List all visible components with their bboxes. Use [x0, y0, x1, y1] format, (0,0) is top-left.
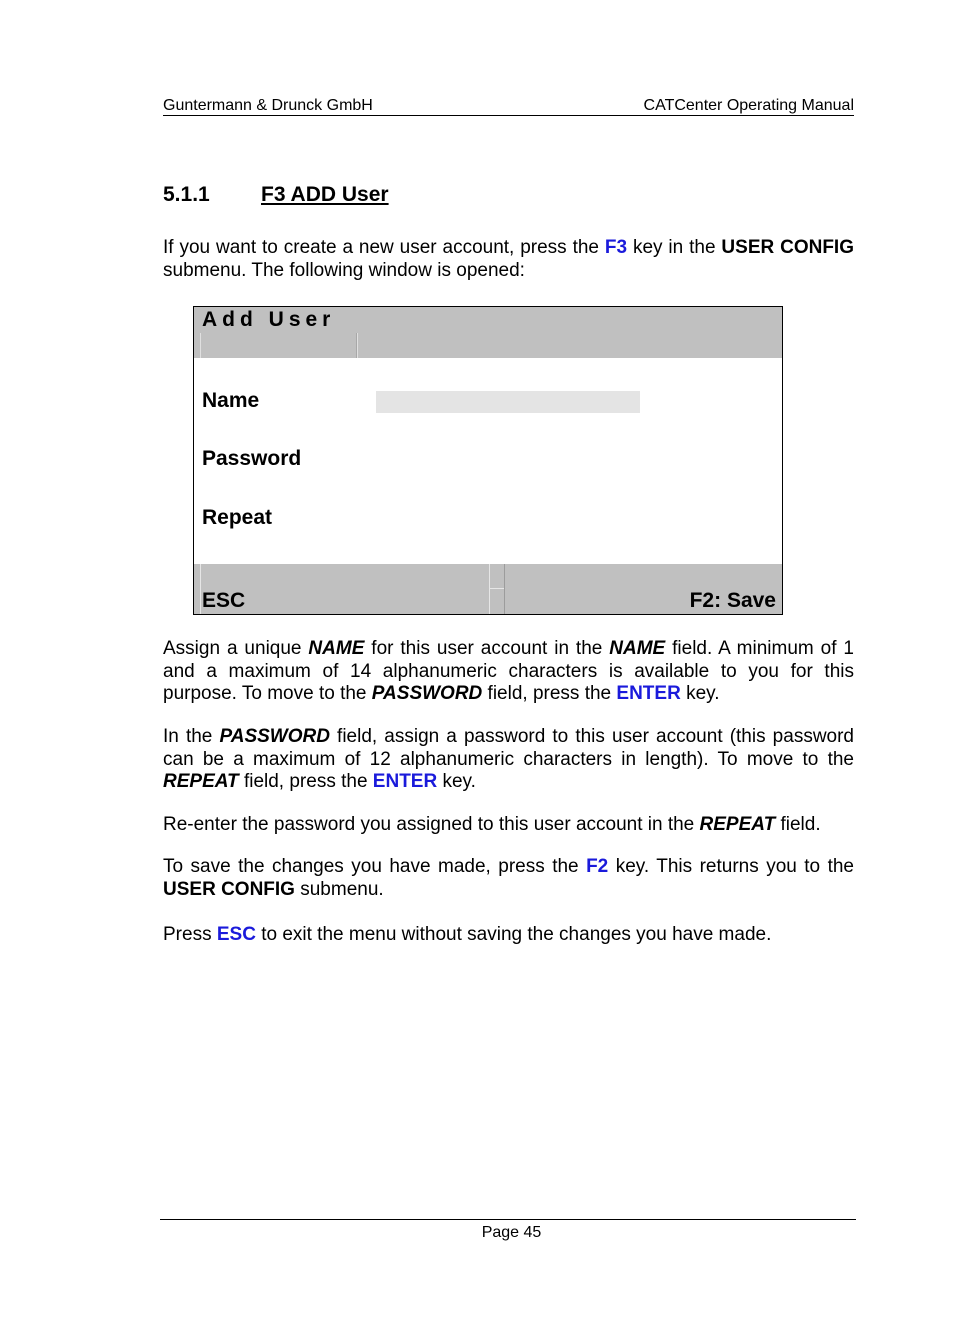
esc-paragraph	[163, 924, 854, 947]
text: field. A minimum of 1 and a maximum of 14 alphanumeric characters is available to you for this purpose. To move to the	[163, 638, 854, 704]
footer-separator	[489, 564, 505, 614]
repeat-paragraph	[163, 814, 854, 837]
menu-user-config: USER CONFIG	[721, 237, 854, 258]
text: field, assign a password to this user account (this password can be a maximum of 12 alphanumeric characters in length). To move to the	[163, 726, 854, 770]
page-footer	[160, 1219, 856, 1241]
add-user-window	[193, 306, 783, 615]
text: submenu.	[294, 878, 384, 900]
save-paragraph	[163, 856, 854, 901]
manual-title: CATCenter Operating Manual	[643, 97, 854, 114]
text: field.	[775, 814, 821, 835]
menu-user-config: USER CONFIG	[163, 878, 295, 900]
text: field, press the	[482, 683, 617, 704]
password-label: Password	[202, 447, 302, 470]
window-title: Add User	[202, 308, 336, 331]
text: If you want to create a new user account, press the	[163, 237, 605, 258]
window-titlebar	[194, 307, 782, 333]
field-name-term: NAME	[609, 638, 666, 659]
text: Re-enter the password you assigned to this user account in the	[163, 814, 700, 835]
text: key in the	[627, 237, 722, 258]
text: for this user account in the	[364, 638, 610, 659]
page-number: Page 45	[481, 1224, 542, 1241]
key-enter: ENTER	[372, 771, 438, 792]
window-subbar	[194, 333, 782, 358]
text: to exit the menu without saving the changes you have made.	[255, 924, 772, 945]
footer-edge	[200, 564, 201, 614]
name-field[interactable]	[376, 391, 640, 413]
text: key. This returns you to the	[608, 856, 854, 877]
page-header	[163, 97, 854, 116]
field-name-term: NAME	[308, 638, 365, 659]
key-enter: ENTER	[616, 683, 681, 704]
text: key.	[680, 683, 720, 704]
window-footer	[194, 564, 782, 614]
repeat-label: Repeat	[202, 506, 273, 529]
company-name: Guntermann & Drunck GmbH	[163, 97, 373, 114]
save-key-hint[interactable]: F2: Save	[689, 589, 776, 612]
name-label: Name	[202, 389, 260, 412]
text: Press	[163, 924, 217, 945]
subbar-cell	[357, 333, 780, 358]
field-password-term: PASSWORD	[219, 726, 330, 747]
section-number: 5.1.1	[163, 183, 210, 206]
key-f2: F2	[586, 856, 609, 877]
text: To save the changes you have made, press the	[163, 856, 587, 877]
text: submenu. The following window is opened:	[163, 259, 525, 281]
text: Assign a unique	[163, 638, 309, 659]
name-paragraph	[163, 638, 854, 706]
text: key.	[437, 771, 476, 792]
intro-paragraph	[163, 237, 854, 282]
field-repeat-term: REPEAT	[163, 771, 239, 792]
esc-key-hint[interactable]: ESC	[202, 589, 246, 612]
key-esc: ESC	[216, 924, 256, 945]
field-password-term: PASSWORD	[371, 683, 483, 704]
text: In the	[163, 726, 220, 747]
section-title: F3 ADD User	[261, 183, 389, 206]
text: field, press the	[238, 771, 373, 792]
field-repeat-term: REPEAT	[699, 814, 776, 835]
subbar-cell	[200, 333, 357, 358]
password-paragraph	[163, 726, 854, 794]
key-f3: F3	[604, 237, 628, 258]
